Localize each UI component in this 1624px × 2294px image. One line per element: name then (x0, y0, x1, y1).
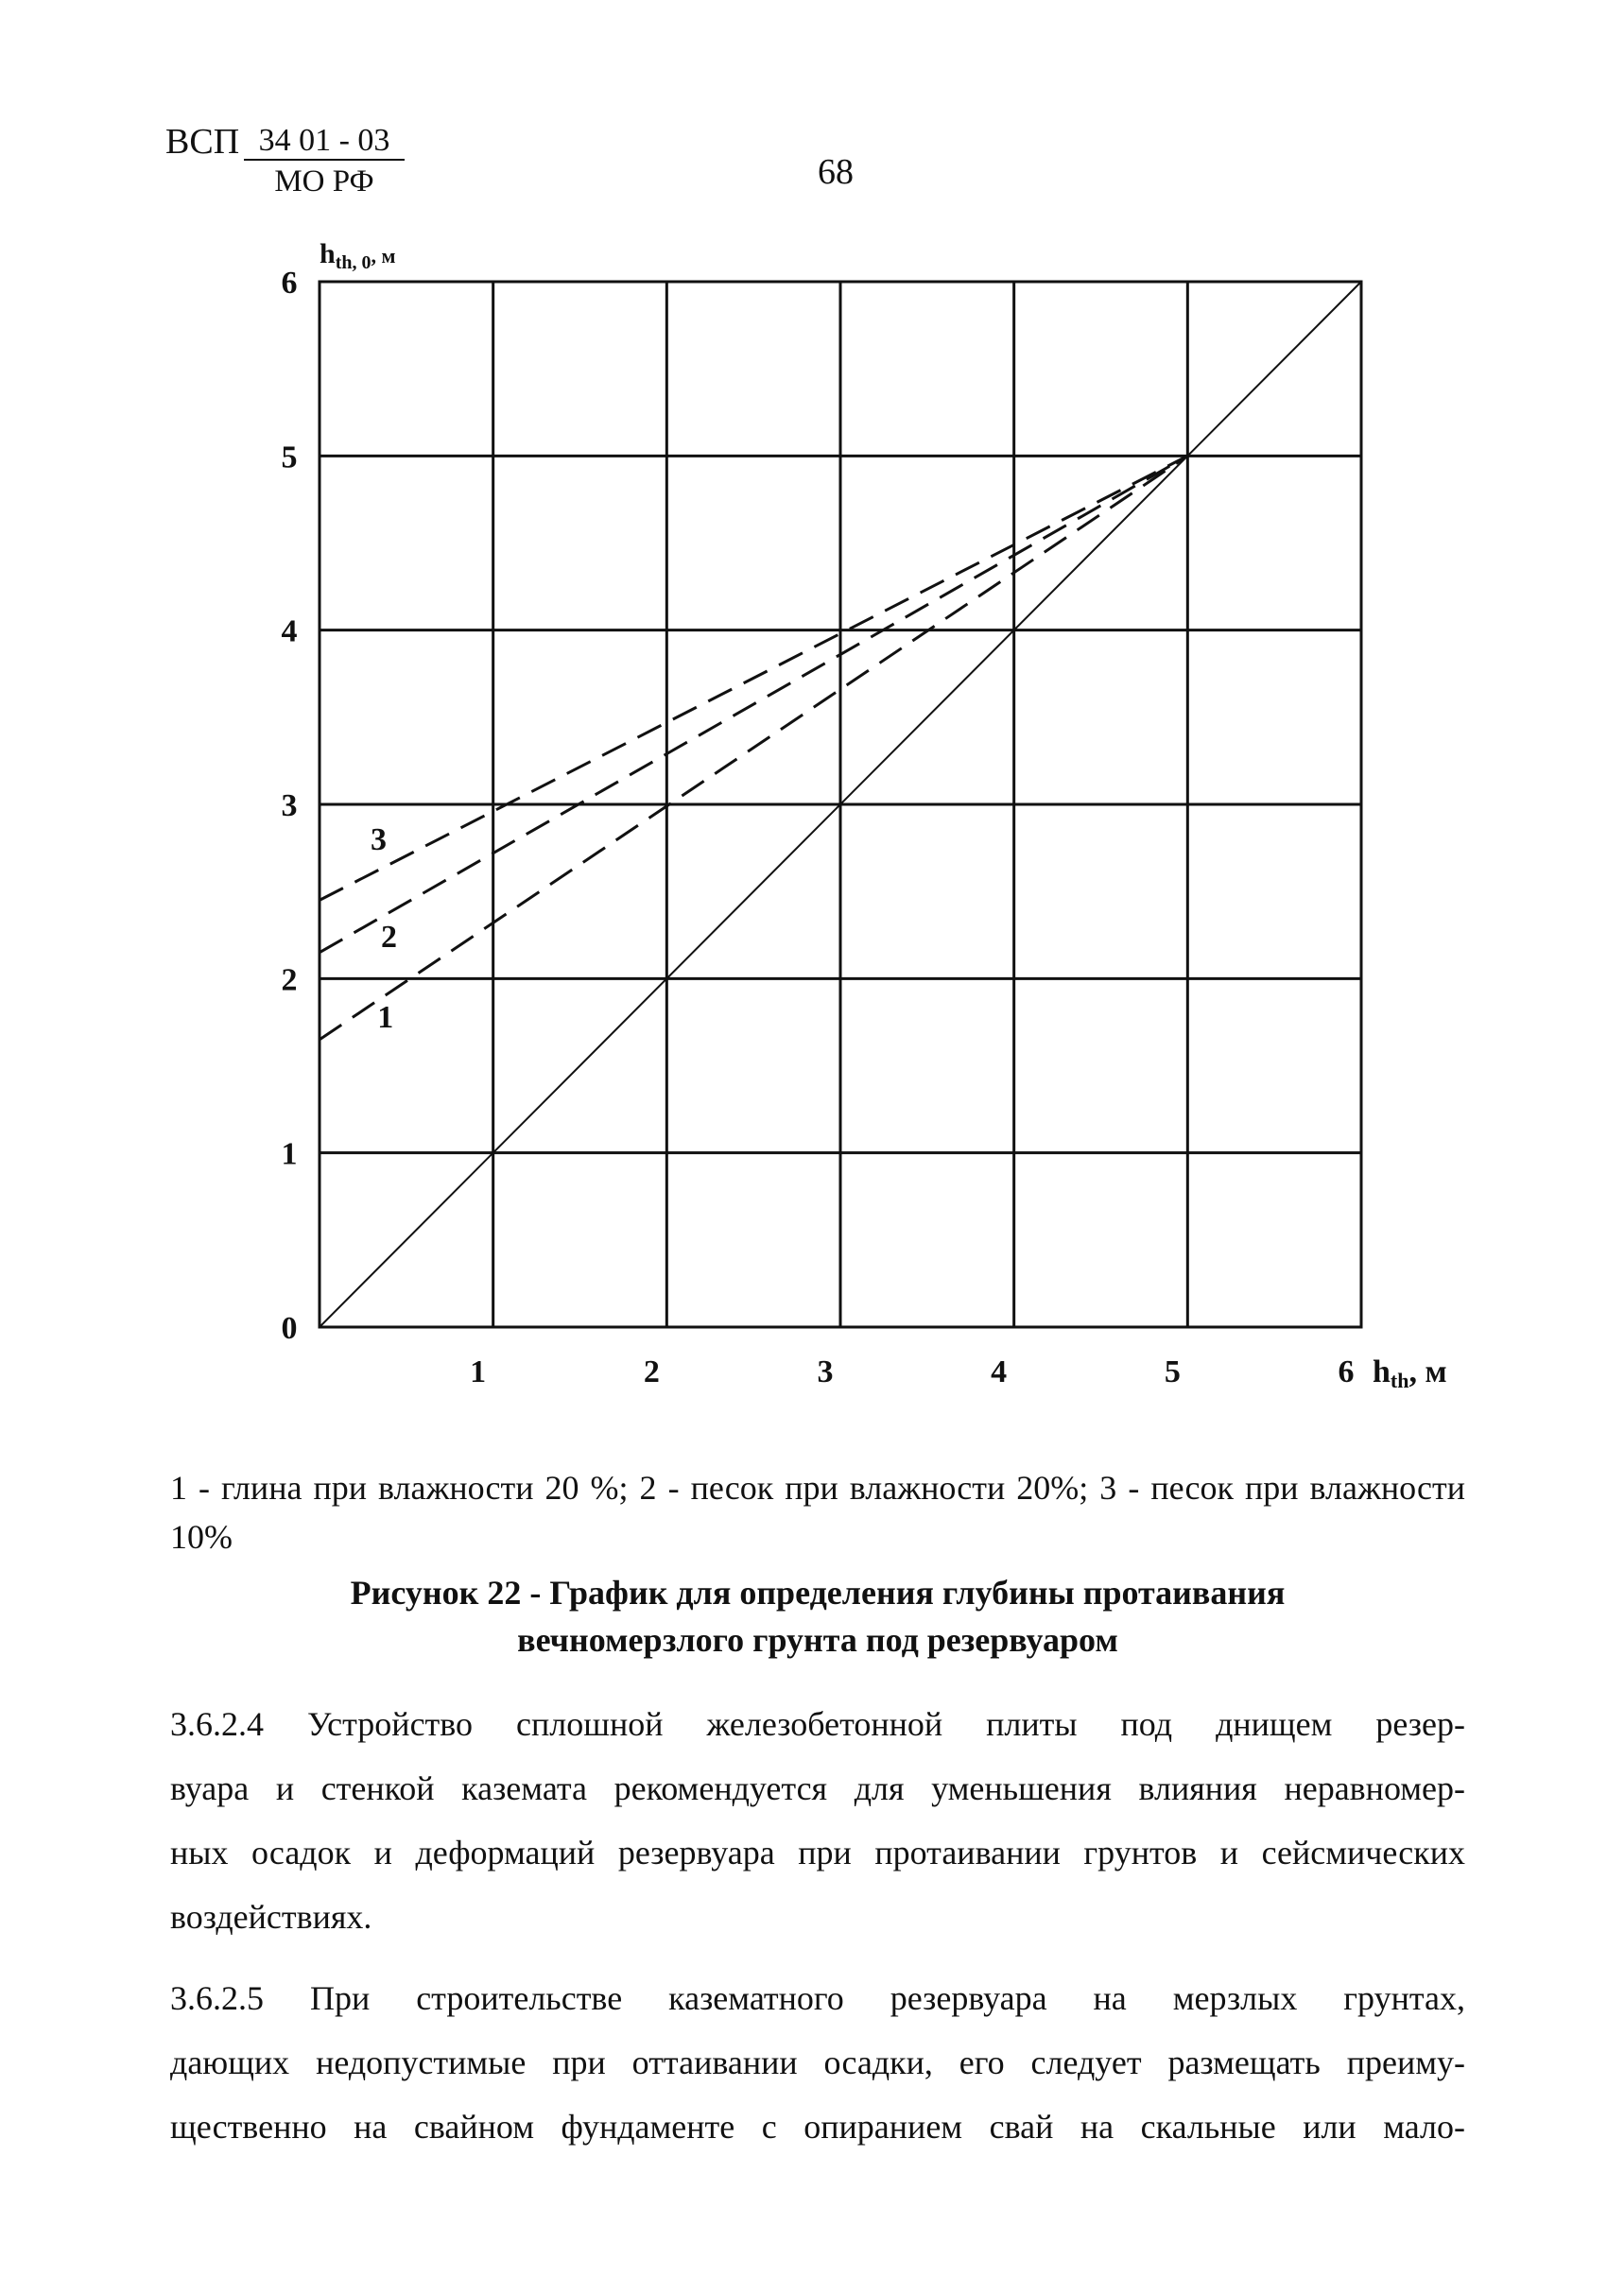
paragraph-line: дающих недопустимые при оттаивании осадки, его следует размещать преиму- (170, 2044, 1465, 2081)
paragraph-line: ных осадок и деформаций резервуара при протаивании грунтов и сейсмических (170, 1834, 1465, 1871)
paragraph-3-6-2-4 (170, 1692, 1465, 1949)
figure-caption-line-1: Рисунок 22 - График для определения глубины протаивания (350, 1574, 1286, 1612)
series-1-line (320, 456, 1187, 1040)
document-code-prefix: ВСП (165, 122, 240, 162)
x-tick-label: 2 (643, 1354, 660, 1389)
x-tick-label: 4 (991, 1354, 1008, 1389)
series-1-label: 1 (377, 999, 394, 1035)
paragraph-line: 3.6.2.4 Устройство сплошной железобетонной плиты под днищем резер- (170, 1705, 1465, 1743)
y-tick-label: 0 (281, 1311, 298, 1346)
series-2-line (320, 456, 1187, 952)
paragraph-line: щественно на свайном фундаменте с опиранием свай на скальные или мало- (170, 2108, 1465, 2146)
y-tick-label: 1 (281, 1136, 298, 1172)
series-3-line (320, 456, 1187, 900)
y-tick-label: 2 (281, 962, 298, 998)
x-tick-label: 6 (1338, 1354, 1355, 1389)
y-tick-label: 3 (281, 788, 298, 823)
paragraph-3-6-2-5 (170, 1966, 1465, 2159)
y-tick-label: 5 (281, 440, 298, 475)
paragraph-line: вуара и стенкой каземата рекомендуется для уменьшения влияния неравномер- (170, 1769, 1465, 1807)
figure-caption-line-2: вечномерзлого грунта под резервуаром (517, 1621, 1118, 1659)
document-code-numerator: 34 01 - 03 (244, 123, 405, 161)
y-tick-label: 4 (281, 613, 298, 649)
figure-legend: 1 - глина при влажности 20 %; 2 - песок при влажности 20%; 3 - песок при влажности 10% (170, 1469, 1465, 1556)
page-number: 68 (818, 152, 854, 192)
series-3-label: 3 (370, 821, 387, 857)
chart-axis-labels (320, 238, 1447, 1392)
y-axis-label: $h_{th, 0}^{, м}$ (320, 238, 396, 273)
series-2-label: 2 (380, 920, 397, 956)
x-tick-label: 5 (1164, 1354, 1181, 1389)
x-axis-label: hth, м (1373, 1354, 1447, 1392)
document-code-denominator: МО РФ (274, 164, 374, 198)
paragraph-line: воздействиях. (170, 1898, 372, 1936)
x-tick-label: 3 (817, 1354, 834, 1389)
x-tick-label: 1 (470, 1354, 487, 1389)
paragraph-line: 3.6.2.5 При строительстве казематного резервуара на мерзлых грунтах, (170, 1979, 1465, 2017)
figure-caption (170, 1569, 1465, 1664)
y-tick-label: 6 (281, 266, 298, 301)
